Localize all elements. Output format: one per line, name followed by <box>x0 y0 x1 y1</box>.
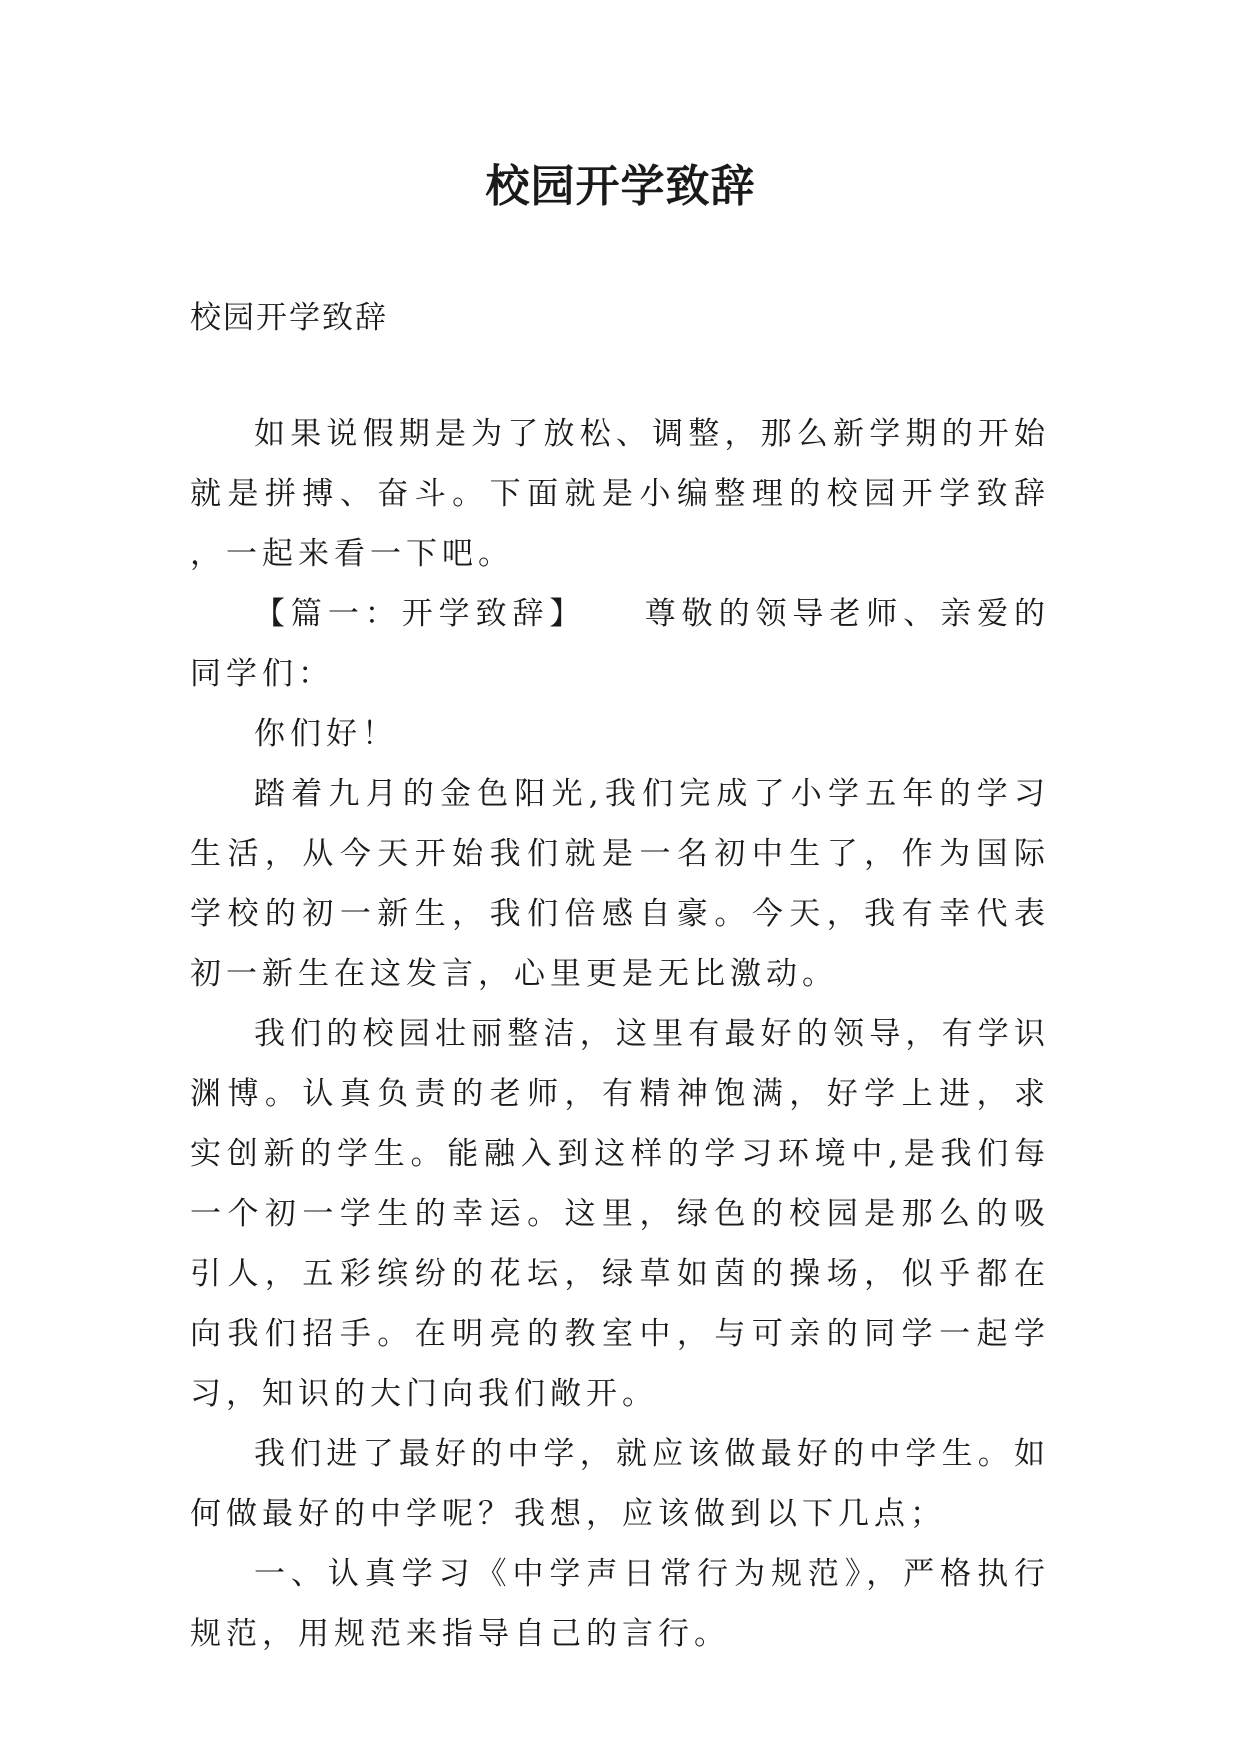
paragraph-body: 一、认真学习《中学声日常行为规范》，严格执行规范，用规范来指导自己的言行。 <box>190 1556 1050 1652</box>
paragraph-body: 我们的校园壮丽整洁，这里有最好的领导，有学识渊博。认真负责的老师，有精神饱满，好学上进，求实创新的学生。能融入到这样的学习环境中,是我们每一个初一学生的幸运。这里，绿色的校园是那么的吸引人，五彩缤纷的花坛，绿草如茵的操场，似乎都在向我们招手。在明亮的教室中，与可亲的同学一起学习，知识的大门向我们敞开。 <box>190 1016 1050 1412</box>
page-title: 校园开学致辞 <box>485 161 756 212</box>
paragraph-body: 踏着九月的金色阳光,我们完成了小学五年的学习生活，从今天开始我们就是一名初中生了，作为国际学校的初一新生，我们倍感自豪。今天，我有幸代表初一新生在这发言，心里更是无比激动。 <box>190 776 1050 992</box>
paragraph-greeting: 你们好！ <box>254 716 398 752</box>
paragraph-intro: 如果说假期是为了放松、调整，那么新学期的开始就是拼搏、奋斗。下面就是小编整理的校园开学致辞 ，一起来看一下吧。 <box>190 416 1050 572</box>
document-body <box>190 404 1050 1664</box>
paragraph-section-heading: 【篇一：开学致辞】 尊敬的领导老师、亲爱的同学们： <box>190 596 1050 692</box>
paragraph-body: 我们进了最好的中学，就应该做最好的中学生。如何做最好的中学呢？我想，应该做到以下几点； <box>190 1436 1050 1532</box>
document-subtitle: 校园开学致辞 <box>190 300 388 336</box>
